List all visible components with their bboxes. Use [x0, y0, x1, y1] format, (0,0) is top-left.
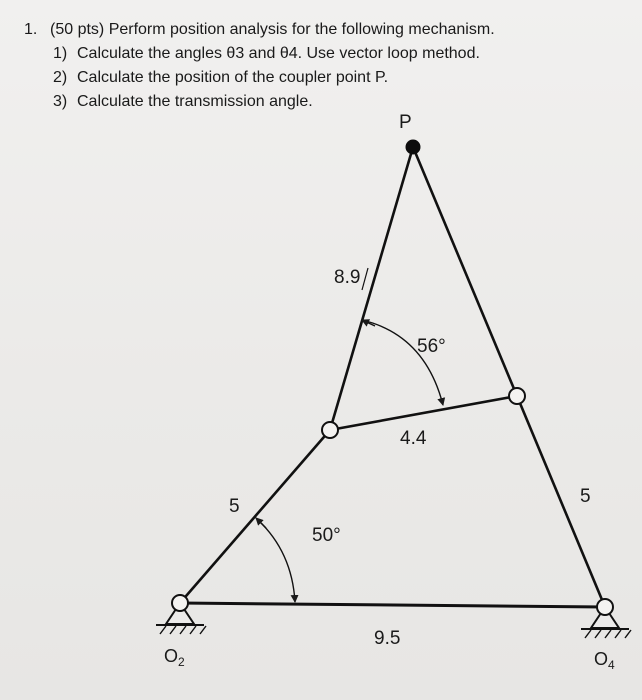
input-link — [180, 430, 330, 603]
label-ground-o2 — [164, 646, 185, 669]
label-point-p: P — [399, 112, 412, 133]
coupler-side-ab — [330, 396, 517, 430]
pin-joint-a — [322, 422, 338, 438]
pin-joint-o2 — [172, 595, 188, 611]
ground-link — [180, 603, 605, 607]
task-index: 1) — [53, 45, 68, 62]
angle-arc-input — [258, 520, 295, 602]
label-dim-o4b: 5 — [580, 486, 591, 507]
label-dim-pa: 8.9 — [334, 267, 361, 288]
label-dim-o2a: 5 — [229, 496, 240, 517]
task-index: 3) — [53, 93, 68, 110]
label-angle-coupler: 56° — [417, 336, 446, 357]
coupler-point-p — [406, 140, 421, 155]
label-ground-o2-main: O — [164, 646, 179, 666]
task-text: Calculate the position of the coupler point P. — [77, 69, 389, 86]
label-ground-o4-main: O — [594, 649, 609, 669]
pin-joint-b — [509, 388, 525, 404]
angle-arc-coupler — [362, 320, 443, 405]
label-ground-o4-sub: 4 — [608, 658, 615, 672]
output-link — [517, 396, 605, 607]
label-ground-o4 — [594, 649, 615, 672]
dim-pa-tick — [362, 268, 368, 290]
label-angle-input: 50° — [312, 525, 341, 546]
label-dim-ground: 9.5 — [374, 628, 401, 649]
pin-joint-o4 — [597, 599, 613, 615]
problem-statement: (50 pts) Perform position analysis for the following mechanism. — [50, 21, 495, 38]
coupler-side-pb — [413, 147, 517, 396]
coupler-side-ap — [330, 147, 413, 430]
task-text: Calculate the transmission angle. — [77, 93, 313, 110]
label-ground-o2-sub: 2 — [178, 655, 185, 669]
angle-arc-input-start — [256, 518, 266, 528]
problem-number: 1. — [24, 21, 38, 38]
task-index: 2) — [53, 69, 68, 86]
label-dim-ab: 4.4 — [400, 428, 427, 449]
task-text: Calculate the angles θ3 and θ4. Use vector loop method. — [77, 45, 480, 62]
